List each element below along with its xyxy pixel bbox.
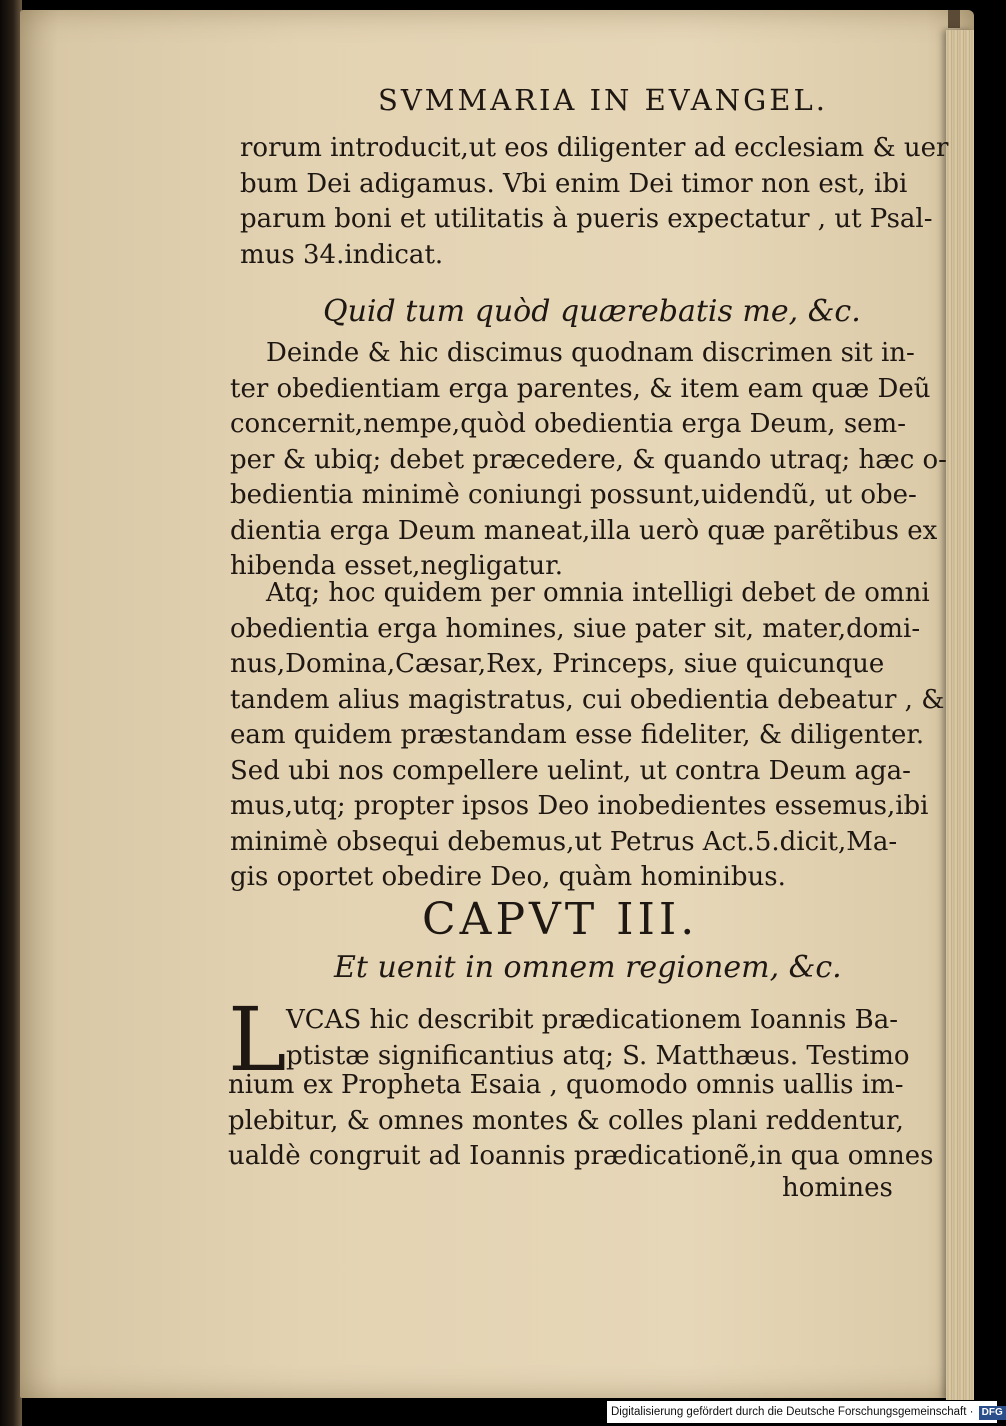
running-head: SVMMARIA IN EVANGEL. — [378, 83, 828, 117]
dfg-logo-icon: DFG — [979, 1406, 1006, 1420]
text-line: Atq; hoc quidem per omnia intelligi debet de omni — [266, 578, 930, 608]
text-line: concernit,nempe,quòd obedientia erga Deum, sem- — [230, 409, 906, 439]
text-line: rorum introducit,ut eos diligenter ad ecclesiam & uer — [240, 133, 949, 163]
section-heading-1: Quid tum quòd quærebatis me, &c. — [323, 294, 861, 329]
text-line: Sed ubi nos compellere uelint, ut contra Deum aga- — [230, 755, 911, 786]
text-line: nus,Domina,Cæsar,Rex, Princeps, siue quicunque — [230, 649, 885, 679]
section-heading-2: Et uenit in omnem regionem, &c. — [334, 950, 842, 985]
text-line: ptistæ significantius atq; S. Matthæus. Testimo — [286, 1040, 910, 1071]
text-line: Deinde & hic discimus quodnam discrimen sit in- — [266, 338, 915, 368]
book-spine — [0, 0, 22, 1426]
text-line: gis oportet obedire Deo, quàm hominibus. — [230, 862, 786, 892]
text-line: obedientia erga homines, siue pater sit, mater,domi- — [230, 613, 921, 644]
text-line: tandem alius magistratus, cui obedientia debeatur , & — [230, 684, 945, 715]
text-line: ter obedientiam erga parentes, & item eam quæ Deũ — [230, 373, 931, 404]
text-line: VCAS hic describit prædicationem Ioannis Ba- — [286, 1005, 898, 1035]
page-edges — [946, 30, 974, 1400]
text-line: bum Dei adigamus. Vbi enim Dei timor non est, ibi — [240, 168, 908, 199]
text-line: mus,utq; propter ipsos Deo inobedientes essemus,ibi — [230, 791, 929, 821]
paragraph-3 — [230, 576, 944, 896]
page-clip — [948, 10, 960, 28]
text-line: minimè obsequi debemus,ut Petrus Act.5.dicit,Ma- — [230, 826, 898, 857]
catchword: homines — [782, 1173, 893, 1203]
paragraph-4-first — [286, 1003, 910, 1074]
text-line: bedientia minimè coniungi possunt,uidendũ, ut obe- — [230, 480, 917, 510]
text-line: dientia erga Deum maneat,illa uerò quæ parẽtibus ex — [230, 515, 938, 546]
text-line: ualdè congruit ad Ioannis prædicationẽ,in qua omnes — [228, 1141, 934, 1171]
footer-text: Digitalisierung gefördert durch die Deutsche Forschungsgemeinschaft · — [611, 1406, 974, 1418]
paragraph-2 — [230, 336, 947, 585]
text-line: plebitur, & omnes montes & colles plani reddentur, — [228, 1105, 904, 1136]
paragraph-1 — [240, 131, 948, 273]
drop-cap: L — [228, 988, 287, 1091]
text-line: hibenda esset,negligatur. — [230, 551, 563, 581]
text-line: parum boni et utilitatis à pueris expectatur , ut Psal- — [240, 204, 933, 234]
paragraph-4-rest — [228, 1068, 934, 1175]
text-line: per & ubiq; debet præcedere, & quando utraq; hæc o- — [230, 444, 947, 475]
chapter-title: CAPVT III. — [422, 894, 699, 945]
text-line: mus 34.indicat. — [240, 239, 444, 270]
text-line: eam quidem præstandam esse fideliter, & diligenter. — [230, 720, 925, 750]
text-line: nium ex Propheta Esaia , quomodo omnis uallis im- — [228, 1070, 904, 1100]
dfg-footer — [607, 1401, 1003, 1423]
